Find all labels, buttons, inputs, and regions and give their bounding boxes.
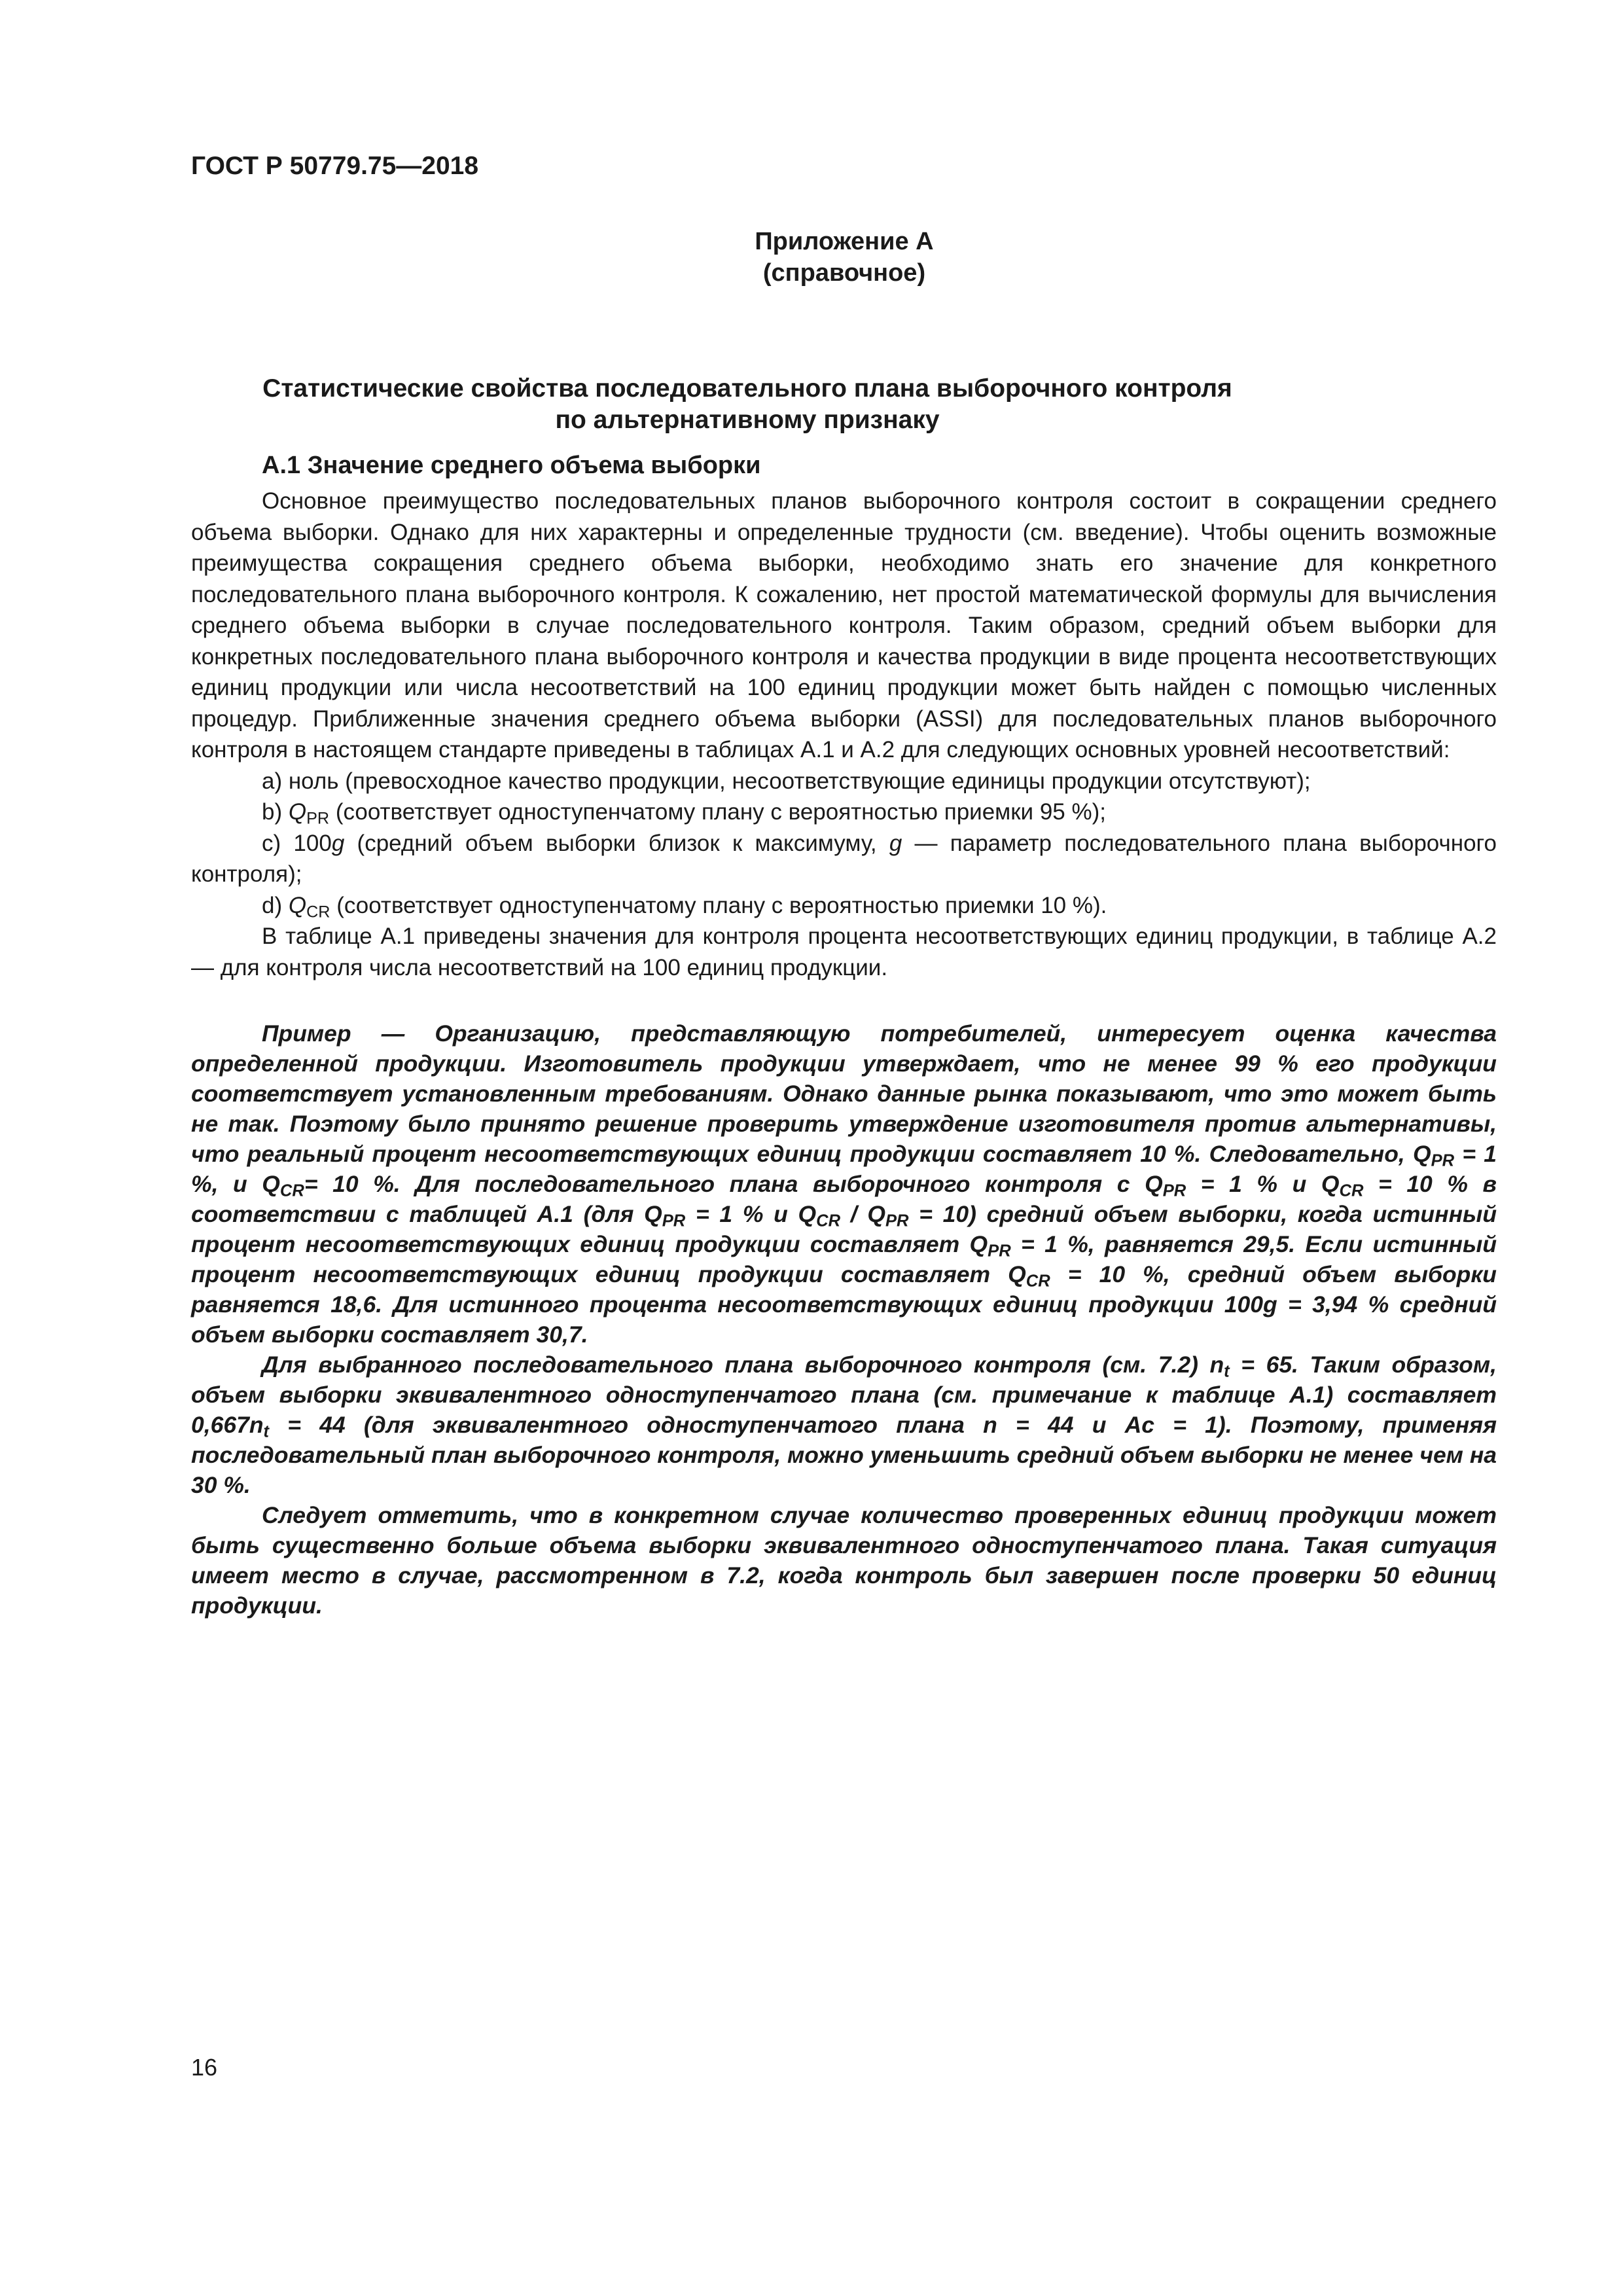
paragraph-intro: Основное преимущество последовательных планов выборочного контроля состоит в сокращении среднего объема выборки. Однако для них характерны и определенные трудности (см. введение). Чтобы оценить возможные преимущества сокращения среднего объема выборки, необходимо знать его значение для конкретного последовательного плана выборочного контроля. К сожалению, нет простой математической формулы для вычисления среднего объема выборки в случае последовательного контроля. Таким образом, средний объем выборки для конкретных последовательного плана выборочного контроля и качества продукции в виде процента несоответствующих единиц продукции или числа несоответствий на 100 единиц продукции может быть найден с помощью численных процедур. Приближенные значения среднего объема выборки (ASSI) для последовательных планов выборочного контроля в настоящем стандарте приведены в таблицах А.1 и А.2 для следующих основных уровней несоответствий: (191, 488, 1497, 762)
paragraph-tables: В таблице А.1 приведены значения для контроля процента несоответствующих единиц продукции, в таблице А.2 — для контроля числа несоответствий на 100 единиц продукции. (191, 924, 1497, 980)
body-text (191, 486, 1497, 983)
section-title-line-2: по альтернативному признаку (555, 406, 940, 434)
section-title (191, 373, 1304, 436)
appendix-kind: (справочное) (762, 259, 926, 287)
example-paragraph-2: Для выбранного последовательного плана выборочного контроля (см. 7.2) $n_t = 65$. Таким образом, объем выборки эквивалентного одноступенчатого плана (см. примечание к таблице А.1) составляет $0,667n_t = 44$ (для эквивалентного одноступенчатого плана n = 44 и Ac = 1). Поэтому, применяя последовательный план выборочного контроля, можно уменьшить средний объем выборки не менее чем на 30 %. (191, 1352, 1497, 1498)
example-paragraph-3: Следует отметить, что в конкретном случае количество проверенных единиц продукции может быть существенно больше объема выборки эквивалентного одноступенчатого плана. Такая ситуация имеет место в случае, рассмотренном в 7.2, когда контроль был завершен после проверки 50 единиц продукции. (191, 1502, 1497, 1619)
document-code: ГОСТ Р 50779.75—2018 (191, 152, 479, 180)
appendix-title: Приложение А (755, 228, 934, 255)
page-number: 16 (191, 2054, 218, 2081)
list-item-a: a) ноль (превосходное качество продукции, несоответствующие единицы продукции отсутствуют); (262, 768, 1311, 794)
example-block (191, 1018, 1497, 1621)
section-title-line-1: Статистические свойства последовательного плана выборочного контроля (262, 374, 1232, 403)
list-item-b: b) $Q_{PR}$ (соответствует одноступенчатому плану с вероятностью приемки 95 %); (262, 799, 1106, 828)
list-item-d: d) $Q_{CR}$ (соответствует одноступенчатому плану с вероятностью приемки 10 %). (262, 892, 1107, 921)
appendix-heading (720, 226, 969, 289)
list-item-c: c) 100g (средний объем выборки близок к максимуму, g — параметр последовательного плана выборочного контроля); (191, 830, 1497, 887)
example-paragraph-1: Пример — Организацию, представляющую потребителей, интересует оценка качества определенной продукции. Изготовитель продукции утверждает, что не менее 99 % его продукции соответствует установленным требованиям. Однако данные рынка показывают, что это может быть не так. Поэтому было принято решение проверить утверждение изготовителя против альтернативы, что реальный процент несоответствующих единиц продукции составляет 10 %. Следовательно, $Q_{PR} = 1$ %, и $Q_{CR}= 10$ %. Для последовательного плана выборочного контроля с $Q_{PR} = 1$ % и $Q_{CR} = 10$ % в соответствии с таблицей А.1 (для $Q_{PR} = 1$ % и $Q_{CR} / Q_{PR} = 10$) средний объем выборки, когда истинный процент несоответствующих единиц продукции составляет $Q_{PR} = 1$ %, равняется 29,5. Если истинный процент несоответствующих единиц продукции составляет $Q_{CR} = 10$ %, средний объем выборки равняется 18,6. Для истинного процента несоответствующих единиц продукции 100g = 3,94 % средний объем выборки составляет 30,7. (191, 1020, 1497, 1348)
subsection-title: А.1 Значение среднего объема выборки (262, 452, 761, 479)
